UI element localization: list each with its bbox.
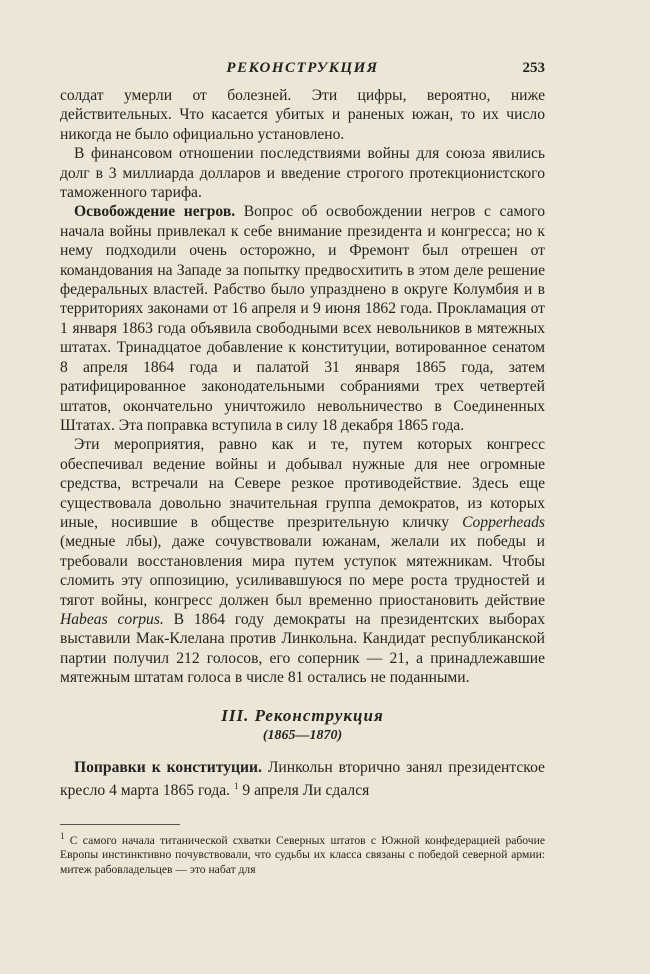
paragraph-amendments (60, 758, 545, 801)
section-title: III. Реконструкция (221, 705, 384, 725)
term-copperheads: Copperheads (462, 513, 545, 531)
page-number: 253 (522, 60, 545, 76)
paragraph-finance: В финансовом отношении последствиями войны для союза явились долг в 3 миллиарда долларов и введение строгого протекционистского таможенного тарифа. (60, 145, 545, 202)
paragraph-emancipation-text: Вопрос об освобождении негров с самого начала войны привлекал к себе внимание президента и конгресса; но к нему подходили очень осторожно, и Фремонт был отрешен от командования на Западе за попытку предвосхитить в этом деле решение федеральных властей. Рабство было упразднено в округе Колумбия и в территориях законами от 16 апреля и 9 июня 1862 года. Прокламация от 1 января 1863 года объявила свободными всех невольников в мятежных штатах. Тринадцатое добавление к конституции, вотированное сенатом 8 апреля 1864 года и палатой 31 января 1865 года, затем ратифицированное законодательными собраниями трех четвертей штатов, окончательно уничтожило невольничество в Соединенных Штатах. Эта поправка вступила в силу 18 декабря 1865 года. (60, 203, 545, 434)
paragraph-opposition (60, 435, 545, 687)
section-dates: (1865—1870) (262, 727, 343, 743)
body-text (60, 86, 545, 801)
section-heading (60, 706, 545, 744)
footnote-divider (60, 824, 180, 825)
footnote (60, 829, 545, 877)
footnote-reference: 1 (233, 781, 239, 791)
term-habeas-corpus: Habeas corpus. (60, 610, 164, 628)
subheading-amendments: Поправки к конституции. (74, 758, 262, 776)
subheading-emancipation: Освобождение негров. (74, 203, 236, 221)
opposition-text-c: В 1864 году демократы на президентских выборах выставили Мак-Клелана против Линкольна. Кандидат республиканской партии получил 212 голосов, его соперник — 21, а принадлежавшие мятежным штатам голоса в числе 81 остались не поданными. (60, 610, 545, 687)
page-header (60, 60, 545, 84)
footnote-text: С самого начала титанической схватки Северных штатов с Южной конфедерацией рабочие Европы инстинктивно почувствовали, что судьбы их класса связаны с победой северной армии: митеж рабовладельцев — это набат для (60, 833, 545, 876)
paragraph-casualties: солдат умерли от болезней. Эти цифры, вероятно, ниже действительных. Что касается убитых и раненых южан, то их число никогда не было официально установлено. (60, 87, 545, 143)
running-title: РЕКОНСТРУКЦИЯ (226, 60, 379, 76)
opposition-text-b: (медные лбы), даже сочувствовали южанам, желали их победы и требовали восстановления мира путем уступок мятежникам. Чтобы сломить эту оппозицию, усиливавшуюся по мере роста трудностей и тягот войны, конгресс должен был временно приостановить действие (60, 533, 545, 609)
opposition-text-a: Эти мероприятия, равно как и те, путем которых конгресс обеспечивал ведение войны и добывал нужные для нее огромные средства, встречали на Севере резкое противодействие. Здесь еще существовала довольно значительная группа демократов, из которых иные, носившие в обществе презрительную кличку (60, 436, 545, 531)
footnote-marker: 1 (60, 831, 65, 841)
paragraph-emancipation (60, 202, 545, 435)
amendments-text-a: Линкольн вторично занял президентское кресло 4 марта 1865 года. (60, 758, 545, 800)
amendments-text-b: 9 апреля Ли сдался (238, 782, 370, 800)
